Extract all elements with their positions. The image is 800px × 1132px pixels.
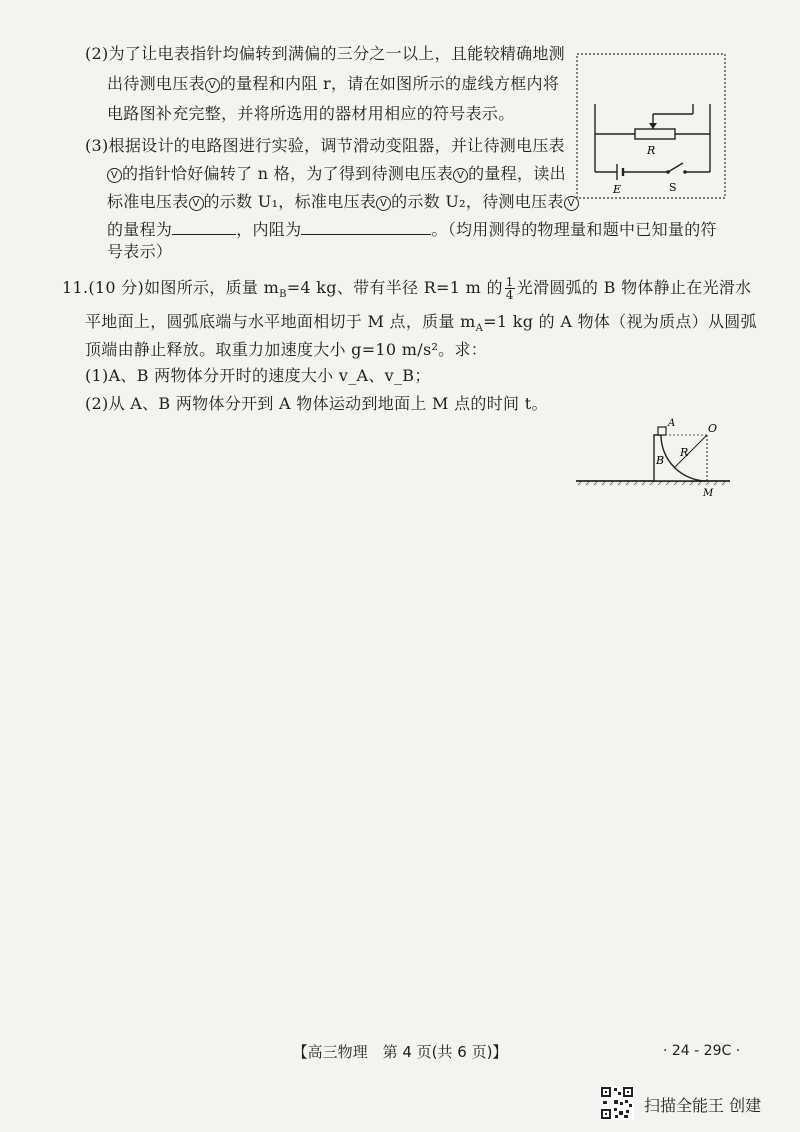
voltmeter-symbol: V — [453, 168, 468, 183]
qr-code-icon — [600, 1086, 634, 1120]
q10-part3-line2: V 的指针恰好偏转了 n 格，为了得到待测电压表 V 的量程，读出 — [107, 164, 566, 184]
scanner-watermark: 扫描全能王 创建 — [644, 1096, 762, 1115]
label-o: O — [708, 422, 718, 435]
question-number: 11. — [62, 278, 89, 297]
arc-block-figure — [574, 418, 734, 500]
answer-blank-range[interactable] — [172, 218, 236, 235]
q10-part3-line4: 的量程为 ，内阻为 。（均用测得的物理量和题中已知量的符 — [107, 220, 717, 239]
quarter-fraction: $\frac{1}{4}$ — [505, 275, 514, 302]
switch-symbol — [668, 163, 683, 172]
voltmeter-symbol: V — [189, 196, 204, 211]
label-b: B — [656, 454, 665, 467]
q10-part2-line1: (2)为了让电表指针均偏转到满偏的三分之一以上，且能较精确地测 — [85, 44, 565, 63]
q11-line3: 顶端由静止释放。取重力加速度大小 g=10 m/s²。求： — [85, 340, 488, 359]
label-a: A — [668, 418, 676, 429]
voltmeter-symbol: V — [205, 78, 220, 93]
object-a — [658, 427, 666, 435]
q10-part2-line3: 电路图补充完整，并将所选用的器材用相应的符号表示。 — [107, 104, 515, 123]
battery-label: E — [613, 183, 622, 196]
resistor-label: R — [647, 144, 656, 157]
voltmeter-symbol: V — [107, 168, 122, 183]
answer-blank-resistance[interactable] — [301, 218, 431, 235]
q10-part2-line2: 出待测电压表 V 的量程和内阻 r，请在如图所示的虚线方框内将 — [107, 74, 560, 93]
resistor-symbol — [635, 129, 675, 139]
label-m: M — [703, 488, 714, 499]
q10-part3-line3: 标准电压表 V 的示数 U₁，标准电压表 V 的示数 U₂，待测电压表 V — [107, 192, 579, 212]
switch-label: S — [669, 181, 677, 194]
page-footer: 【高三物理 第 4 页(共 6 页)】 — [292, 1043, 508, 1061]
q11-line1: 11.(10 分)如图所示，质量 $m_B=4$ kg、带有半径 R=1 m 的 $\frac{1}{4}$ 光滑圆弧的 B 物体静止在光滑水 — [62, 275, 752, 302]
label-r: R — [680, 446, 689, 459]
circuit-diagram — [575, 52, 730, 202]
q11-sub2: (2)从 A、B 两物体分开到 A 物体运动到地面上 M 点的时间 t。 — [85, 394, 548, 413]
paper-code: · 24 - 29C · — [663, 1043, 741, 1059]
voltmeter-symbol: V — [564, 196, 579, 211]
q10-part3-line1: (3)根据设计的电路图进行实验，调节滑动变阻器，并让待测电压表 — [85, 136, 565, 155]
q11-line2: 平地面上，圆弧底端与水平地面相切于 M 点，质量 $m_A=1$ kg 的 A 物体（视为质点）从圆弧 — [85, 312, 757, 335]
q11-sub1: (1)A、B 两物体分开时的速度大小 v_A、v_B； — [85, 366, 431, 385]
q10-part3-line5: 号表示） — [107, 242, 173, 261]
voltmeter-symbol: V — [376, 196, 391, 211]
